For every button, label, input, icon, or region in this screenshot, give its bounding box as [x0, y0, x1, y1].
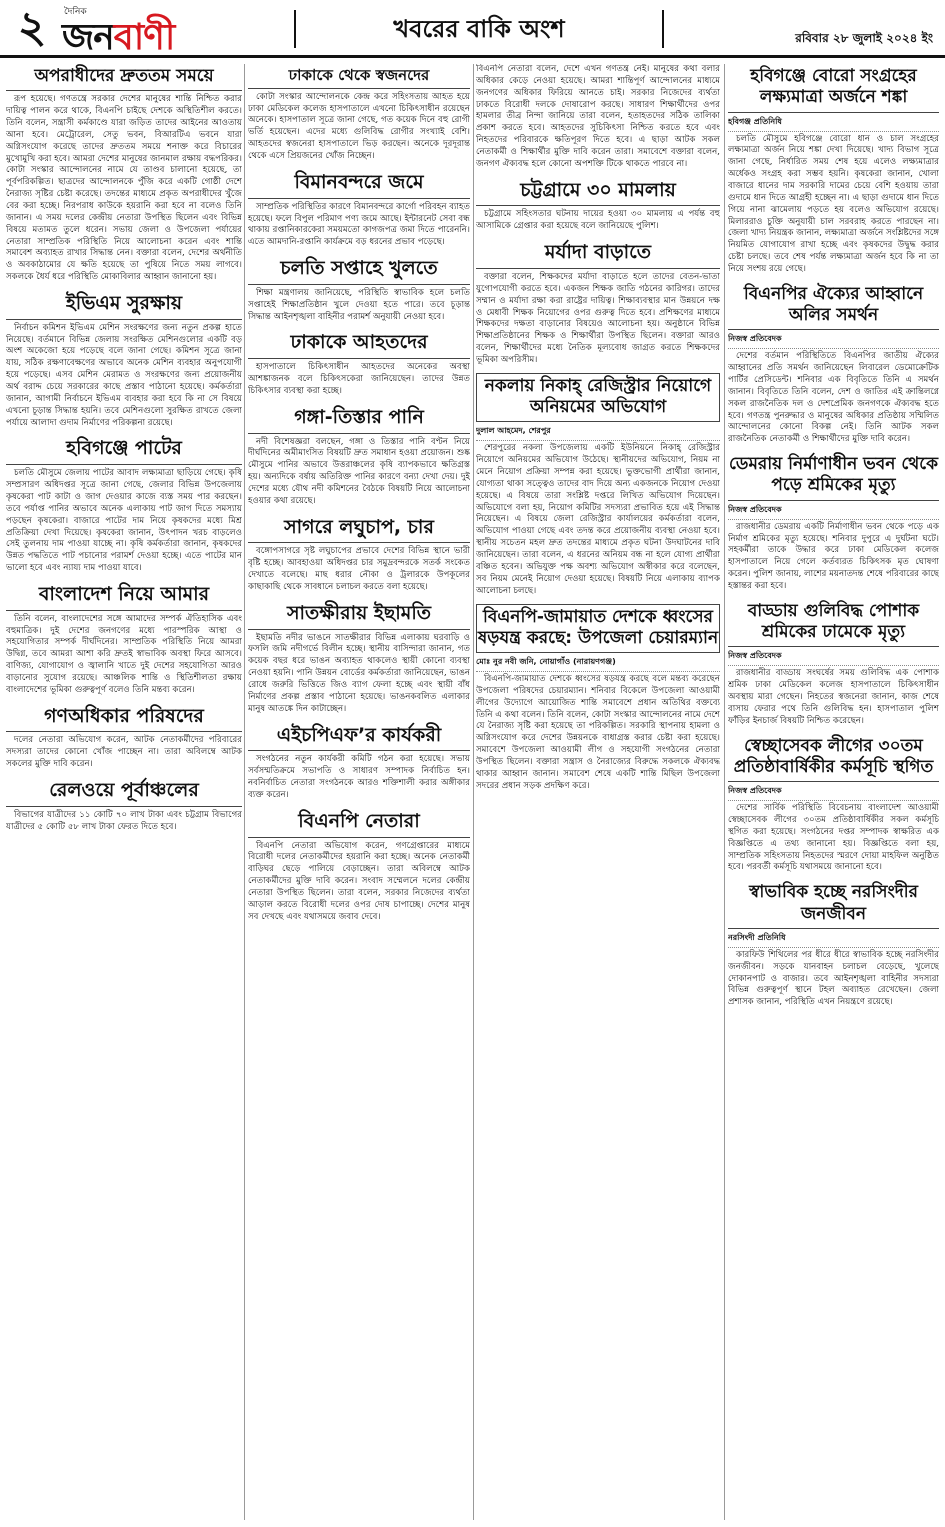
- column-3: [476, 64, 720, 1520]
- column-divider: [473, 64, 474, 1520]
- article-body: বিভাগের যাত্রীদের ১১ কোটি ৭০ লাখ টাকা এবং চট্টগ্রাম বিভাগের যাত্রীদের ৫ কোটি ৫৮ লাখ টাকা ফেরত দিতে হবে।: [6, 809, 242, 832]
- logo-part-2: বাণী: [113, 17, 175, 58]
- column-4: [728, 64, 939, 1520]
- article-body: শিক্ষা মন্ত্রণালয় জানিয়েছে, পরিস্থিতি স্বাভাবিক হলে চলতি সপ্তাহেই শিক্ষাপ্রতিষ্ঠান খুলে দেওয়া হতে পারে। তবে চূড়ান্ত সিদ্ধান্ত আইনশৃঙ্খলা বাহিনীর পরামর্শ অনুযায়ী নেওয়া হবে।: [248, 287, 470, 322]
- article-headline: স্বাভাবিক হচ্ছে নরসিংদীর জনজীবন: [728, 880, 939, 929]
- article-body: বঙ্গোপসাগরে সৃষ্ট লঘুচাপের প্রভাবে দেশের বিভিন্ন স্থানে ভারী বৃষ্টি হচ্ছে। আবহাওয়া অধিদপ্তর চার সমুদ্রবন্দরকে সতর্ক সংকেত দেখাতে বলেছে। মাছ ধরার নৌকা ও ট্রলারকে উপকূলের কাছাকাছি থেকে সাবধানে চলাচল করতে বলা হয়েছে।: [248, 546, 470, 592]
- article-headline: অপরাধীদের দ্রুততম সময়ে: [6, 64, 242, 91]
- article-body: দেশের সার্বিক পরিস্থিতি বিবেচনায় বাংলাদেশ আওয়ামী স্বেচ্ছাসেবক লীগের ৩০তম প্রতিষ্ঠাবার্ষিকীর সকল কর্মসূচি স্থগিত করা হয়েছে। সংগঠনের দপ্তর সম্পাদক স্বাক্ষরিত এক বিজ্ঞপ্তিতে এ তথ্য জানানো হয়। বিজ্ঞপ্তিতে বলা হয়, সাম্প্রতিক সহিংসতায় নিহতদের স্মরণে দোয়া মাহফিল অনুষ্ঠিত হবে। পরবর্তী কর্মসূচি যথাসময়ে জানানো হবে।: [728, 803, 939, 873]
- article-byline: নিজস্ব প্রতিবেদক: [728, 650, 939, 666]
- article: [6, 64, 242, 284]
- article-headline: বাংলাদেশ নিয়ে আমার: [6, 581, 242, 611]
- article-headline: সাতক্ষীরায় ইছামতি: [248, 600, 470, 630]
- article: [728, 282, 939, 446]
- article-body: চট্টগ্রামে সহিংসতার ঘটনায় দায়ের হওয়া ৩০ মামলায় এ পর্যন্ত বহু আসামিকে গ্রেপ্তার করা হয়েছে বলে জানিয়েছে পুলিশ।: [476, 209, 720, 232]
- article: [6, 581, 242, 697]
- section-title: খবরের বাকি অংশ: [294, 10, 664, 48]
- article: [6, 435, 242, 574]
- article-headline: গঙ্গা-তিস্তার পানি: [248, 404, 470, 434]
- masthead: [0, 0, 945, 58]
- article: [248, 600, 470, 716]
- article-body: তিনি বলেন, বাংলাদেশের সঙ্গে আমাদের সম্পর্ক ঐতিহাসিক এবং বহুমাত্রিক। দুই দেশের জনগণের মধ্যে পারস্পরিক আস্থা ও সহযোগিতার সম্পর্ক দীর্ঘদিনের। সাম্প্রতিক পরিস্থিতি নিয়ে আমরা উদ্বিগ্ন, তবে আমরা আশা করি দ্রুতই স্বাভাবিক অবস্থা ফিরে আসবে। বাণিজ্য, যোগাযোগ ও জ্বালানি খাতে দুই দেশের সহযোগিতা আরও বাড়ানোর সুযোগ রয়েছে। আঞ্চলিক শান্তি ও স্থিতিশীলতা রক্ষায় বাংলাদেশের ভূমিকা গুরুত্বপূর্ণ বলেও তিনি মন্তব্য করেন।: [6, 613, 242, 695]
- article-headline: বিমানবন্দরে জমে: [248, 169, 470, 199]
- article-headline: বিএনপির ঐক্যের আহ্বানে অলির সমর্থন: [728, 282, 939, 331]
- article: [248, 722, 470, 802]
- article: [728, 880, 939, 1009]
- article: [248, 169, 470, 249]
- article-headline: সাগরে লঘুচাপ, চার: [248, 514, 470, 544]
- article: [728, 64, 939, 276]
- article: [248, 64, 470, 163]
- issue-date: রবিবার ২৮ জুলাই ২০২৪ ইং: [795, 31, 933, 45]
- article-headline: নকলায় নিকাহ্ রেজিস্ট্রার নিয়োগে অনিয়মের অভিযোগ: [476, 373, 720, 423]
- article: [728, 599, 939, 728]
- logo-text: [62, 10, 174, 70]
- article: [248, 255, 470, 323]
- article-headline: বিএনপি নেতারা: [248, 808, 470, 838]
- article-body: বিএনপি নেতারা বলেন, দেশে এখন গণতন্ত্র নেই। মানুষের কথা বলার অধিকার কেড়ে নেওয়া হয়েছে। আমরা শান্তিপূর্ণ আন্দোলনের মাধ্যমে জনগণের অধিকার ফিরিয়ে আনতে চাই। সরকার নিজেদের ব্যর্থতা ঢাকতে বিরোধী দলকে দোষারোপ করছে। সাধারণ শিক্ষার্থীদের ওপর হামলার তীব্র নিন্দা জানিয়ে তারা বলেন, হতাহতদের সঠিক তালিকা প্রকাশ করতে হবে। আহতদের সুচিকিৎসা নিশ্চিত করতে হবে এবং নিহতদের পরিবারকে ক্ষতিপূরণ দিতে হবে। এ ছাড়া আটক সকল নেতাকর্মী ও শিক্ষার্থীর মুক্তি দাবি করেন তারা। সমাবেশে বক্তারা বলেন, জনগণ ঐক্যবদ্ধ হলে কোনো অপশক্তি টিকে থাকতে পারবে না।: [476, 64, 720, 169]
- article-byline: নিজস্ব প্রতিবেদক: [728, 504, 939, 520]
- article-headline: স্বেচ্ছাসেবক লীগের ৩০তম প্রতিষ্ঠাবার্ষিকীর কর্মসূচি স্থগিত: [728, 734, 939, 783]
- article-headline: রেলওয়ে পূর্বাঞ্চলের: [6, 777, 242, 807]
- article-body: শেরপুরের নকলা উপজেলায় একটি ইউনিয়নে নিকাহ্ রেজিস্ট্রার নিয়োগে অনিয়মের অভিযোগ উঠেছে। স্থানীয়দের অভিযোগ, নিয়ম না মেনে নিয়োগ প্রক্রিয়া সম্পন্ন করা হয়েছে। ভুক্তভোগী প্রার্থীরা জানান, যোগ্যতা থাকা সত্ত্বেও তাদের বাদ দিয়ে অন্য একজনকে নিয়োগ দেওয়া হয়েছে। এ বিষয়ে তারা সংশ্লিষ্ট দপ্তরে লিখিত অভিযোগ দিয়েছেন। অভিযোগে বলা হয়, নিয়োগ কমিটির সদস্যরা প্রভাবিত হয়ে এই সিদ্ধান্ত নিয়েছেন। এ বিষয়ে জেলা রেজিস্ট্রার কার্যালয়ের কর্মকর্তারা বলেন, অভিযোগ পাওয়া গেছে এবং তদন্ত করে প্রয়োজনীয় ব্যবস্থা নেওয়া হবে। স্থানীয় সচেতন মহল দ্রুত তদন্তের মাধ্যমে প্রকৃত ঘটনা উদঘাটনের দাবি জানিয়েছেন। তারা বলেন, এ ধরনের অনিয়ম বন্ধ না হলে যোগ্য প্রার্থীরা বঞ্চিত হবেন। অভিযুক্ত পক্ষ অবশ্য অভিযোগ অস্বীকার করে বলেছেন, সব নিয়ম মেনেই নিয়োগ দেওয়া হয়েছে। বিষয়টি নিয়ে এলাকায় ব্যাপক আলোচনা চলছে।: [476, 443, 720, 596]
- article-body: কোটা সংস্কার আন্দোলনকে কেন্দ্র করে সহিংসতায় আহত হয়ে ঢাকা মেডিকেল কলেজ হাসপাতালে এখনো চিকিৎসাধীন রয়েছেন অনেকে। হাসপাতাল সূত্রে জানা গেছে, গত কয়েক দিনে বহু রোগী ভর্তি হয়েছেন। এদের মধ্যে গুলিবিদ্ধ রোগীর সংখ্যাই বেশি। আহতদের স্বজনেরা হাসপাতালে ভিড় করছেন। অনেকে দূরদূরান্ত থেকে এসে প্রিয়জনের খোঁজ নিচ্ছেন।: [248, 91, 470, 162]
- article-headline: এইচপিএফ’র কার্যকরী: [248, 722, 470, 752]
- article: [476, 373, 720, 598]
- article-body: চলতি মৌসুমে হবিগঞ্জে বোরো ধান ও চাল সংগ্রহের লক্ষ্যমাত্রা অর্জন নিয়ে শঙ্কা দেখা দিয়েছে। খাদ্য বিভাগ সূত্রে জানা গেছে, নির্ধারিত সময় শেষ হয়ে এলেও লক্ষ্যমাত্রার অর্ধেকও সংগ্রহ করা সম্ভব হয়নি। কৃষকেরা জানান, খোলা বাজারে ধানের দাম সরকারি দামের চেয়ে বেশি হওয়ায় তারা গুদামে ধান দিতে আগ্রহী হচ্ছেন না। এ ছাড়া গুদামে ধান দিতে গিয়ে নানা ঝামেলায় পড়তে হয় বলেও অভিযোগ রয়েছে। মিলাররাও চুক্তি অনুযায়ী চাল সরবরাহ করতে পারছেন না। জেলা খাদ্য নিয়ন্ত্রক জানান, লক্ষ্যমাত্রা অর্জনে সংশ্লিষ্টদের সঙ্গে নিয়মিত যোগাযোগ রাখা হচ্ছে এবং কৃষকদের উদ্বুদ্ধ করার চেষ্টা চলছে। তবে শেষ পর্যন্ত লক্ষ্যমাত্রা অর্জন হবে কি না তা নিয়ে সংশয় রয়ে গেছে।: [728, 133, 939, 274]
- article-body: সংগঠনের নতুন কার্যকরী কমিটি গঠন করা হয়েছে। সভায় সর্বসম্মতিক্রমে সভাপতি ও সাধারণ সম্পাদক নির্বাচিত হন। নবনির্বাচিত নেতারা সংগঠনকে আরও শক্তিশালী করার অঙ্গীকার ব্যক্ত করেন।: [248, 754, 470, 800]
- article-body: নির্বাচন কমিশন ইভিএম মেশিন সংরক্ষণের জন্য নতুন প্রকল্প হাতে নিয়েছে। বর্তমানে বিভিন্ন জেলায় সংরক্ষিত মেশিনগুলোর একটি বড় অংশ অকেজো হয়ে পড়েছে বলে জানা গেছে। কমিশন সূত্রে জানা যায়, সঠিক রক্ষণাবেক্ষণের অভাবে অনেক মেশিন ব্যবহার অনুপযোগী হয়ে পড়েছে। এসব মেশিন মেরামত ও সংরক্ষণের জন্য প্রয়োজনীয় অর্থ বরাদ্দ চেয়ে সরকারের কাছে প্রস্তাব পাঠানো হয়েছে। কর্মকর্তারা জানান, আগামী নির্বাচনে ইভিএম ব্যবহার করা হবে কি না সে বিষয়ে এখনো চূড়ান্ত সিদ্ধান্ত হয়নি। তবে মেশিনগুলো সুরক্ষিত রাখতে জেলা পর্যায়ে আলাদা গুদাম নির্মাণের পরিকল্পনা রয়েছে।: [6, 322, 242, 428]
- article: [6, 290, 242, 429]
- article: [728, 452, 939, 593]
- article-body: বিএনপি-জামায়াত দেশকে ধ্বংসের ষড়যন্ত্র করছে বলে মন্তব্য করেছেন উপজেলা পরিষদের চেয়ারম্যান। শনিবার বিকেলে উপজেলা আওয়ামী লীগের উদ্যোগে আয়োজিত শান্তি সমাবেশে প্রধান অতিথির বক্তব্যে তিনি এ কথা বলেন। তিনি বলেন, কোটা সংস্কার আন্দোলনের নামে দেশে যে নৈরাজ্য সৃষ্টি করা হয়েছে তা পরিকল্পিত। সরকারি স্থাপনায় হামলা ও অগ্নিসংযোগ করে দেশের উন্নয়নকে বাধাগ্রস্ত করার চেষ্টা করা হয়েছে। সমাবেশে উপজেলা আওয়ামী লীগ ও সহযোগী সংগঠনের নেতারা উপস্থিত ছিলেন। বক্তারা সন্ত্রাস ও নৈরাজ্যের বিরুদ্ধে সকলকে ঐক্যবদ্ধ থাকার আহ্বান জানান। সমাবেশ শেষে একটি শান্তি মিছিল উপজেলা সদরের প্রধান সড়ক প্রদক্ষিণ করে।: [476, 674, 720, 791]
- article: [476, 239, 720, 367]
- article-body: নদী বিশেষজ্ঞরা বলছেন, গঙ্গা ও তিস্তার পানি বণ্টন নিয়ে দীর্ঘদিনের অমীমাংসিত বিষয়টি দ্রুত সমাধান হওয়া প্রয়োজন। শুষ্ক মৌসুমে পানির অভাবে উত্তরাঞ্চলের কৃষি ব্যাপকভাবে ক্ষতিগ্রস্ত হয়। অন্যদিকে বর্ষায় অতিরিক্ত পানির কারণে বন্যা দেখা দেয়। দুই দেশের মধ্যে যৌথ নদী কমিশনের বৈঠকে বিষয়টি নিয়ে আলোচনা হওয়ার কথা রয়েছে।: [248, 436, 470, 506]
- article-headline: ডেমরায় নির্মাণাধীন ভবন থেকে পড়ে শ্রমিকের মৃত্যু: [728, 452, 939, 501]
- column-1: [6, 64, 242, 1520]
- article-headline: বাড্ডায় গুলিবিদ্ধ পোশাক শ্রমিকের ঢামেকে মৃত্যু: [728, 599, 939, 648]
- article-headline: চলতি সপ্তাহে খুলতে: [248, 255, 470, 285]
- article: [728, 734, 939, 875]
- page-number: ২: [17, 2, 47, 53]
- article-headline: বিএনপি-জামায়াত দেশকে ধ্বংসের ষড়যন্ত্র করছে: উপজেলা চেয়ারম্যান: [476, 604, 720, 654]
- article-headline: হবিগঞ্জে পাটের: [6, 435, 242, 465]
- article-byline: নরসিংদী প্রতিনিধি: [728, 932, 939, 948]
- newspaper-logo: [62, 6, 242, 58]
- article-body: রাজধানীর বাড্ডায় সংঘর্ষের সময় গুলিবিদ্ধ এক পোশাক শ্রমিক ঢাকা মেডিকেল কলেজ হাসপাতালে চিকিৎসাধীন অবস্থায় মারা গেছেন। নিহতের স্বজনেরা জানান, কাজ শেষে বাসায় ফেরার পথে তিনি গুলিবিদ্ধ হন। হাসপাতাল পুলিশ ফাঁড়ির ইনচার্জ বিষয়টি নিশ্চিত করেছেন।: [728, 668, 939, 726]
- article-headline: হবিগঞ্জে বোরো সংগ্রহের লক্ষ্যমাত্রা অর্জনে শঙ্কা: [728, 64, 939, 113]
- article-headline: মর্যাদা বাড়াতে: [476, 239, 720, 269]
- column-2: [248, 64, 470, 1520]
- article-body: রাজধানীর ডেমরায় একটি নির্মাণাধীন ভবন থেকে পড়ে এক নির্মাণ শ্রমিকের মৃত্যু হয়েছে। শনিবার দুপুরে এ দুর্ঘটনা ঘটে। সহকর্মীরা তাকে উদ্ধার করে ঢাকা মেডিকেল কলেজ হাসপাতালে নিয়ে গেলে কর্তব্যরত চিকিৎসক মৃত ঘোষণা করেন। পুলিশ জানায়, লাশের ময়নাতদন্ত শেষে পরিবারের কাছে হস্তান্তর করা হবে।: [728, 521, 939, 591]
- article: [248, 404, 470, 508]
- article-body: দেশের বর্তমান পরিস্থিতিতে বিএনপির জাতীয় ঐক্যের আহ্বানের প্রতি সমর্থন জানিয়েছেন লিবারেল ডেমোক্রেটিক পার্টির প্রেসিডেন্ট। শনিবার এক বিবৃতিতে তিনি এ সমর্থন জানান। বিবৃতিতে তিনি বলেন, দেশ ও জাতির এই ক্রান্তিলগ্নে সকল রাজনৈতিক দল ও দেশপ্রেমিক জনগণকে ঐক্যবদ্ধ হতে হবে। গণতন্ত্র পুনরুদ্ধার ও মানুষের অধিকার প্রতিষ্ঠায় সম্মিলিত আন্দোলনের কোনো বিকল্প নেই। তিনি আটক সকল রাজনৈতিক নেতাকর্মী ও শিক্ষার্থীদের মুক্তি দাবি করেন।: [728, 351, 939, 445]
- article-byline: হবিগঞ্জ প্রতিনিধি: [728, 116, 939, 132]
- article-body: বিএনপি নেতারা অভিযোগ করেন, গণগ্রেপ্তারের মাধ্যমে বিরোধী দলের নেতাকর্মীদের হয়রানি করা হচ্ছে। অনেক নেতাকর্মী বাড়িঘর ছেড়ে পালিয়ে বেড়াচ্ছেন। তারা অবিলম্বে আটক নেতাকর্মীদের মুক্তি দাবি করেন। সংবাদ সম্মেলনে দলের কেন্দ্রীয় নেতারা উপস্থিত ছিলেন। তারা বলেন, সরকার নিজেদের ব্যর্থতা আড়াল করতে বিরোধী দলের ওপর দোষ চাপাচ্ছে। দেশের মানুষ সব দেখছে এবং যথাসময়ে জবাব দেবে।: [248, 840, 470, 922]
- logo-part-1: জন: [62, 17, 114, 58]
- column-divider: [244, 64, 245, 1520]
- article-byline: নিজস্ব প্রতিবেদক: [728, 333, 939, 349]
- article: [476, 177, 720, 233]
- article: [248, 514, 470, 594]
- article: [6, 777, 242, 833]
- article: [476, 64, 720, 171]
- article-body: বক্তারা বলেন, শিক্ষকদের মর্যাদা বাড়াতে হলে তাদের বেতন-ভাতা যুগোপযোগী করতে হবে। একজন শিক্ষক জাতি গঠনের কারিগর। তাদের সম্মান ও মর্যাদা রক্ষা করা রাষ্ট্রের দায়িত্ব। শিক্ষাব্যবস্থার মান উন্নয়নে দক্ষ ও মেধাবী শিক্ষক নিয়োগের ওপর গুরুত্ব দিতে হবে। প্রশিক্ষণের মাধ্যমে শিক্ষকদের দক্ষতা বাড়ানোর বিষয়েও আলোচনা হয়। অনুষ্ঠানে বিভিন্ন শিক্ষাপ্রতিষ্ঠানের শিক্ষক ও শিক্ষার্থীরা উপস্থিত ছিলেন। বক্তারা আরও বলেন, শিক্ষার্থীদের মধ্যে নৈতিক মূল্যবোধ জাগ্রত করতে শিক্ষকদের ভূমিকা অপরিসীম।: [476, 271, 720, 365]
- logo-tagline: দৈনিক: [64, 7, 87, 17]
- column-divider: [724, 64, 725, 1520]
- article-headline: চট্টগ্রামে ৩০ মামলায়: [476, 177, 720, 207]
- article-body: কারফিউ শিথিলের পর ধীরে ধীরে স্বাভাবিক হচ্ছে নরসিংদীর জনজীবন। সড়কে যানবাহন চলাচল বেড়েছে, খুলেছে দোকানপাট ও বাজার। তবে আইনশৃঙ্খলা বাহিনীর সদস্যরা বিভিন্ন গুরুত্বপূর্ণ স্থানে টহল অব্যাহত রেখেছেন। জেলা প্রশাসক জানান, পরিস্থিতি এখন নিয়ন্ত্রণে রয়েছে।: [728, 949, 939, 1008]
- article-body: সাম্প্রতিক পরিস্থিতির কারণে বিমানবন্দরে কার্গো পরিবহন ব্যাহত হয়েছে। ফলে বিপুল পরিমাণ পণ্য জমে আছে। ইন্টারনেট সেবা বন্ধ থাকায় রপ্তানিকারকেরা সময়মতো কাগজপত্র জমা দিতে পারেননি। এতে আমদানি-রপ্তানি কার্যক্রমে বড় ধরনের প্রভাব পড়েছে।: [248, 201, 470, 248]
- article: [476, 604, 720, 793]
- article-headline: ঢাকাকে থেকে স্বজনদের: [248, 64, 470, 89]
- article-body: চলতি মৌসুমে জেলায় পাটের আবাদ লক্ষ্যমাত্রা ছাড়িয়ে গেছে। কৃষি সম্প্রসারণ অধিদপ্তর সূত্রে জানা গেছে, জেলার বিভিন্ন উপজেলায় কৃষকেরা পাট কাটা ও জাগ দেওয়ার কাজে ব্যস্ত সময় পার করছেন। তবে পর্যাপ্ত পানির অভাবে অনেক এলাকায় পাট জাগ দিতে সমস্যায় পড়ছেন কৃষকেরা। বাজারে পাটের দাম নিয়ে কৃষকদের মধ্যে মিশ্র প্রতিক্রিয়া দেখা দিয়েছে। কৃষকেরা জানান, উৎপাদন খরচ বাড়লেও সেই তুলনায় দাম পাওয়া যাচ্ছে না। কৃষি কর্মকর্তারা জানান, কৃষকদের উন্নত পদ্ধতিতে পাট পচানোর পরামর্শ দেওয়া হচ্ছে। এতে পাটের মান ভালো হবে এবং ন্যায্য দাম পাওয়া যাবে।: [6, 468, 242, 574]
- article: [248, 329, 470, 397]
- article-body: রূপ হয়েছে। গণতন্ত্রে সরকার দেশের মানুষের শান্তি নিশ্চিত করার দায়িত্ব পালন করে থাকে, বিএনপি চাইছে দেশকে অস্থিতিশীল করতে। তিনি বলেন, সন্ত্রাসী কর্মকাণ্ডে যারা জড়িত তাদের আইনের আওতায় আনা হবে। মেট্রোরেল, সেতু ভবন, বিআরটিএ ভবনে যারা অগ্নিসংযোগ করেছে তাদের দ্রুততম সময়ে শনাক্ত করে বিচারের মুখোমুখি করা হবে। আমরা দেশের মানুষের জানমাল রক্ষায় বদ্ধপরিকর। কোটা সংস্কার আন্দোলনের নামে যে তাণ্ডব চালানো হয়েছে, তা পূর্বপরিকল্পিত। ছাত্রদের আন্দোলনকে পুঁজি করে একটি গোষ্ঠী দেশে নৈরাজ্য সৃষ্টির চেষ্টা করেছে। তদন্তের মাধ্যমে প্রকৃত অপরাধীদের খুঁজে বের করা হচ্ছে। নিরপরাধ কাউকে হয়রানি করা হবে না বলেও তিনি জানান। এ সময় দলের কেন্দ্রীয় নেতারা উপস্থিত ছিলেন এবং বিভিন্ন বিষয়ে মতামত তুলে ধরেন। সভায় জেলা ও উপজেলা পর্যায়ের নেতারা সাম্প্রতিক পরিস্থিতি নিয়ে আলোচনা করেন এবং শান্তি সমাবেশ অব্যাহত রাখার সিদ্ধান্ত নেন। বক্তারা বলেন, দেশের অর্থনীতি ও অবকাঠামোর যে ক্ষতি হয়েছে তা পুষিয়ে নিতে সময় লাগবে। সকলকে ধৈর্য ধরে পরিস্থিতি মোকাবিলার আহ্বান জানানো হয়।: [6, 94, 242, 283]
- article-byline: মোঃ নুর নবী জনি, নোয়াগাঁও (নারায়ণগঞ্জ): [476, 656, 720, 672]
- article-body: দলের নেতারা অভিযোগ করেন, আটক নেতাকর্মীদের পরিবারের সদস্যরা তাদের কোনো খোঁজ পাচ্ছেন না। তারা অবিলম্বে আটক সকলের মুক্তি দাবি করেন।: [6, 735, 242, 770]
- article-headline: ইভিএম সুরক্ষায়: [6, 290, 242, 320]
- article: [248, 808, 470, 924]
- article-byline: দুলাল আহমেদ, শেরপুর: [476, 425, 720, 441]
- article-byline: নিজস্ব প্রতিবেদক: [728, 785, 939, 801]
- article-body: ইছামতি নদীর ভাঙনে সাতক্ষীরার বিভিন্ন এলাকায় ঘরবাড়ি ও ফসলি জমি নদীগর্ভে বিলীন হচ্ছে। স্থানীয় বাসিন্দারা জানান, গত কয়েক বছর ধরে ভাঙন অব্যাহত থাকলেও স্থায়ী কোনো ব্যবস্থা নেওয়া হয়নি। পানি উন্নয়ন বোর্ডের কর্মকর্তারা জানিয়েছেন, ভাঙন রোধে জরুরি ভিত্তিতে জিও ব্যাগ ফেলা হচ্ছে এবং স্থায়ী বাঁধ নির্মাণের প্রকল্প প্রস্তাব পাঠানো হয়েছে। ভাঙনকবলিত এলাকার মানুষ আতঙ্কে দিন কাটাচ্ছেন।: [248, 632, 470, 714]
- article: [6, 703, 242, 771]
- article-headline: গণঅধিকার পরিষদের: [6, 703, 242, 733]
- article-body: হাসপাতালে চিকিৎসাধীন আহতদের অনেকের অবস্থা আশঙ্কাজনক বলে চিকিৎসকেরা জানিয়েছেন। তাদের উন্নত চিকিৎসার ব্যবস্থা করা হচ্ছে।: [248, 362, 470, 396]
- article-headline: ঢাকাকে আহতদের: [248, 329, 470, 359]
